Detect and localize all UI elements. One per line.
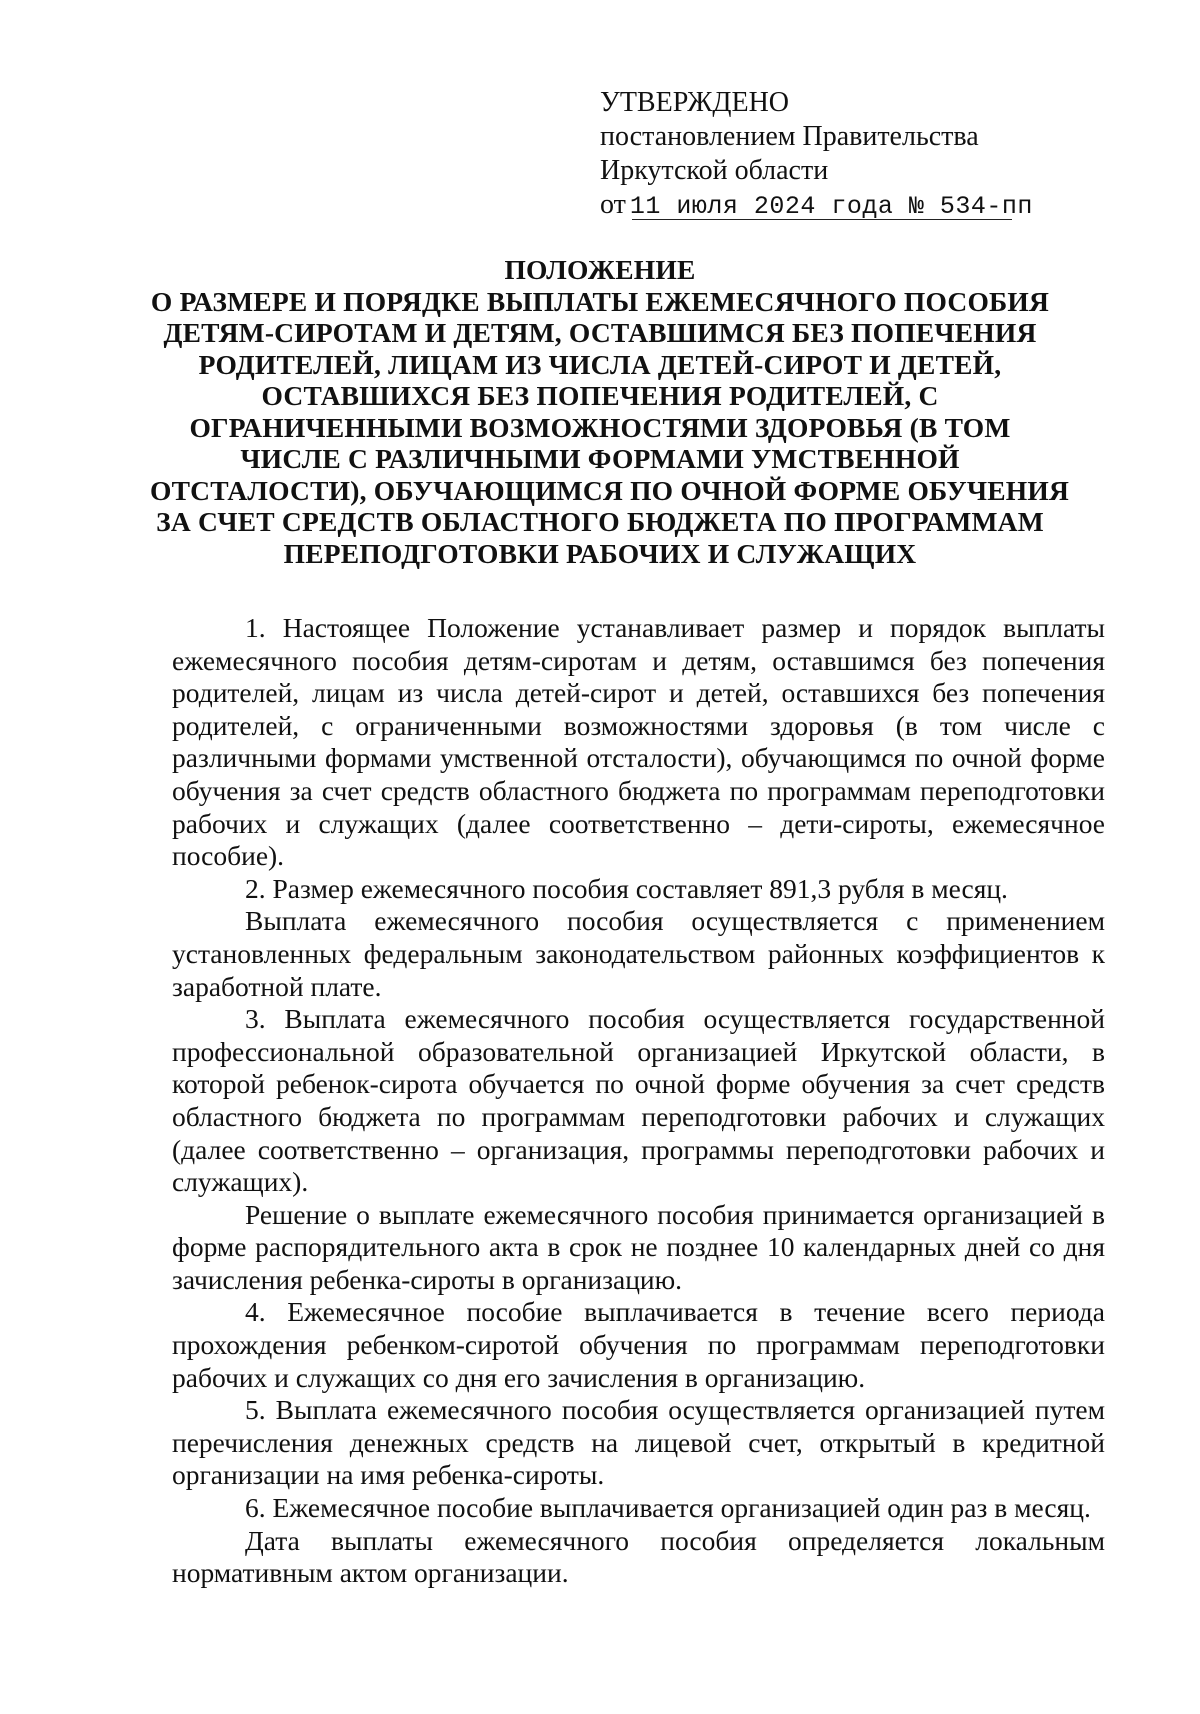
document-title <box>150 254 1070 569</box>
paragraph-2: 2. Размер ежемесячного пособия составляет 891,3 рубля в месяц. <box>245 872 1008 904</box>
paragraph-4: 4. Ежемесячное пособие выплачивается в течение всего периода прохождения ребенком-сиротой обучения по программам переподготовки рабочих и служащих со дня его зачисления в организацию. <box>172 1296 1105 1393</box>
paragraph-2-continuation: Выплата ежемесячного пособия осуществляется с применением установленных федеральным законодательством районных коэффициентов к заработной плате. <box>172 905 1105 1002</box>
title-line-6: ОГРАНИЧЕННЫМИ ВОЗМОЖНОСТЯМИ ЗДОРОВЬЯ (В ТОМ <box>189 411 1011 443</box>
approval-line-1: постановлением Правительства <box>600 121 979 152</box>
paragraph-3: 3. Выплата ежемесячного пособия осуществляется государственной профессиональной образовательной организацией Иркутской области, в которой ребенок-сирота обучается по очной форме обучения за счет средств областного бюджета по программам переподготовки рабочих и служащих (далее соответственно – организация, программы переподготовки рабочих и служащих). <box>172 1003 1105 1198</box>
paragraph-3-continuation: Решение о выплате ежемесячного пособия принимается организацией в форме распорядительного акта в срок не позднее 10 календарных дней со дня зачисления ребенка-сироты в организацию. <box>172 1198 1105 1295</box>
title-line-7: ЧИСЛЕ С РАЗЛИЧНЫМИ ФОРМАМИ УМСТВЕННОЙ <box>240 443 960 474</box>
approval-from-prefix: от <box>600 189 626 220</box>
title-line-4: РОДИТЕЛЕЙ, ЛИЦАМ ИЗ ЧИСЛА ДЕТЕЙ-СИРОТ И ДЕТЕЙ, <box>198 348 1002 380</box>
paragraph-6: 6. Ежемесячное пособие выплачивается организацией один раз в месяц. <box>245 1492 1091 1524</box>
approval-line-2: Иркутской области <box>600 155 829 186</box>
decree-underline <box>632 219 1012 220</box>
paragraph-5: 5. Выплата ежемесячного пособия осуществляется организацией путем перечисления денежных средств на лицевой счет, открытый в кредитной организации на имя ребенка-сироты. <box>172 1394 1105 1491</box>
title-line-10: ПЕРЕПОДГОТОВКИ РАБОЧИХ И СЛУЖАЩИХ <box>283 537 917 569</box>
document-body <box>172 612 1105 1590</box>
paragraph-1: 1. Настоящее Положение устанавливает размер и порядок выплаты ежемесячного пособия детям-сиротам и детям, оставшимся без попечения родителей, лицам из числа детей-сирот и детей, оставшихся без попечения родителей, с ограниченными возможностями здоровья (в том числе с различными формами умственной отсталости), обучающимся по очной форме обучения за счет средств областного бюджета по программам переподготовки рабочих и служащих (далее соответственно – дети-сироты, ежемесячное пособие). <box>172 612 1105 872</box>
approval-heading: УТВЕРЖДЕНО <box>600 87 790 118</box>
title-line-9: ЗА СЧЕТ СРЕДСТВ ОБЛАСТНОГО БЮДЖЕТА ПО ПРОГРАММАМ <box>156 506 1044 537</box>
decree-date-number: 11 июля 2024 года № 534-пп <box>629 192 1033 221</box>
approval-stamp <box>600 86 1060 224</box>
title-line-2: О РАЗМЕРЕ И ПОРЯДКЕ ВЫПЛАТЫ ЕЖЕМЕСЯЧНОГО ПОСОБИЯ <box>150 285 1050 317</box>
title-line-1: ПОЛОЖЕНИЕ <box>504 254 696 285</box>
title-line-5: ОСТАВШИХСЯ БЕЗ ПОПЕЧЕНИЯ РОДИТЕЛЕЙ, С <box>261 380 939 411</box>
title-line-8: ОТСТАЛОСТИ), ОБУЧАЮЩИМСЯ ПО ОЧНОЙ ФОРМЕ ОБУЧЕНИЯ <box>150 474 1070 506</box>
title-line-3: ДЕТЯМ-СИРОТАМ И ДЕТЯМ, ОСТАВШИМСЯ БЕЗ ПОПЕЧЕНИЯ <box>163 317 1037 348</box>
approval-decree-line <box>600 188 1060 224</box>
paragraph-6-continuation: Дата выплаты ежемесячного пособия определяется локальным нормативным актом организации. <box>172 1524 1105 1589</box>
